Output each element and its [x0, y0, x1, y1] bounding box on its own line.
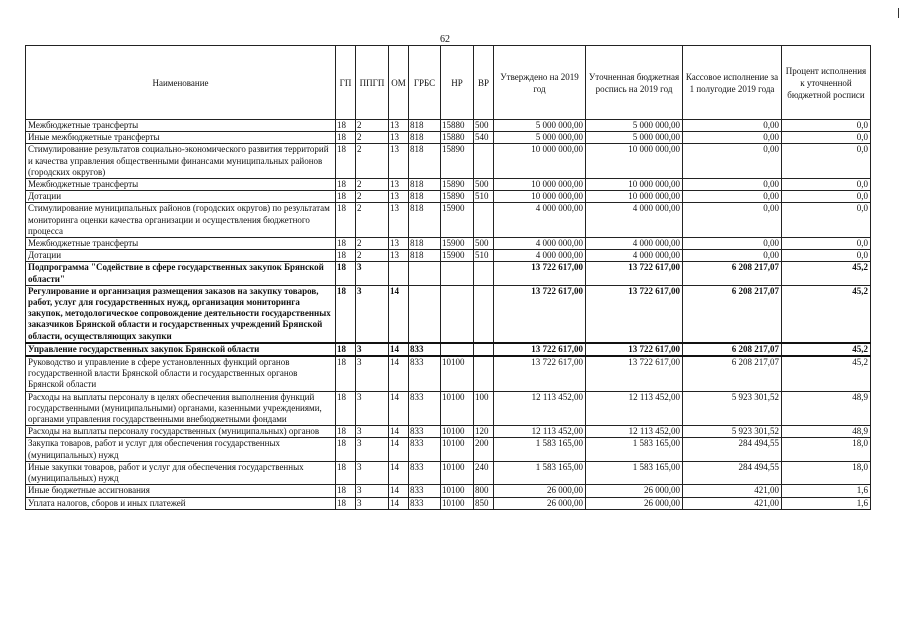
row-grbs: 818 — [409, 203, 441, 238]
table-row — [26, 132, 871, 144]
table-row — [26, 485, 871, 497]
header-percent: Процент исполнения к уточненной бюджетной росписи — [782, 46, 871, 120]
row-percent: 48,9 — [782, 391, 871, 426]
row-cash: 6 208 217,07 — [683, 285, 782, 343]
row-ppgp: 3 — [356, 497, 389, 509]
row-percent: 45,2 — [782, 262, 871, 285]
row-refined: 4 000 000,00 — [586, 203, 683, 238]
row-name: Стимулирование результатов социально-экономического развития территорий и качества управления общественными финансами муниципальных районов (городских округов) — [26, 144, 336, 179]
row-nr: 15890 — [441, 179, 474, 191]
row-name: Стимулирование муниципальных районов (городских округов) по результатам мониторинга оценки качества организации и осуществления бюджетного процесса — [26, 203, 336, 238]
row-nr: 10100 — [441, 497, 474, 509]
row-om: 14 — [389, 356, 409, 391]
row-vr — [474, 285, 494, 343]
table-row — [26, 144, 871, 179]
table-row — [26, 461, 871, 484]
row-percent: 18,0 — [782, 438, 871, 461]
row-vr: 240 — [474, 461, 494, 484]
row-gp: 18 — [336, 144, 356, 179]
row-gp: 18 — [336, 343, 356, 356]
row-percent: 0,0 — [782, 203, 871, 238]
row-nr: 15890 — [441, 191, 474, 203]
table-row — [26, 285, 871, 343]
row-approved: 4 000 000,00 — [494, 238, 586, 250]
row-nr — [441, 285, 474, 343]
row-ppgp: 3 — [356, 485, 389, 497]
row-nr: 10100 — [441, 438, 474, 461]
row-percent: 1,6 — [782, 497, 871, 509]
row-refined: 5 000 000,00 — [586, 120, 683, 132]
row-om: 13 — [389, 120, 409, 132]
row-approved: 10 000 000,00 — [494, 179, 586, 191]
header-vr: ВР — [474, 46, 494, 120]
row-gp: 18 — [336, 285, 356, 343]
row-cash: 5 923 301,52 — [683, 426, 782, 438]
table-row — [26, 191, 871, 203]
row-om: 13 — [389, 179, 409, 191]
row-refined: 12 113 452,00 — [586, 391, 683, 426]
row-nr: 10100 — [441, 426, 474, 438]
row-approved: 13 722 617,00 — [494, 343, 586, 356]
row-ppgp: 2 — [356, 132, 389, 144]
row-refined: 26 000,00 — [586, 485, 683, 497]
row-cash: 0,00 — [683, 132, 782, 144]
row-approved: 13 722 617,00 — [494, 356, 586, 391]
row-vr: 100 — [474, 391, 494, 426]
row-percent: 0,0 — [782, 238, 871, 250]
row-ppgp: 2 — [356, 179, 389, 191]
table-row — [26, 250, 871, 262]
row-gp: 18 — [336, 191, 356, 203]
row-ppgp: 3 — [356, 426, 389, 438]
row-approved: 26 000,00 — [494, 485, 586, 497]
row-ppgp: 2 — [356, 191, 389, 203]
row-gp: 18 — [336, 250, 356, 262]
row-nr: 10100 — [441, 461, 474, 484]
row-percent: 18,0 — [782, 461, 871, 484]
table-row — [26, 426, 871, 438]
row-nr: 10100 — [441, 356, 474, 391]
row-grbs: 818 — [409, 120, 441, 132]
row-om: 14 — [389, 426, 409, 438]
row-gp: 18 — [336, 497, 356, 509]
header-refined: Уточненная бюджетная роспись на 2019 год — [586, 46, 683, 120]
row-grbs: 833 — [409, 356, 441, 391]
row-name: Межбюджетные трансферты — [26, 179, 336, 191]
row-om: 14 — [389, 391, 409, 426]
row-grbs: 818 — [409, 238, 441, 250]
row-percent: 0,0 — [782, 179, 871, 191]
row-refined: 5 000 000,00 — [586, 132, 683, 144]
row-cash: 421,00 — [683, 485, 782, 497]
row-vr: 120 — [474, 426, 494, 438]
row-approved: 12 113 452,00 — [494, 391, 586, 426]
row-vr: 510 — [474, 191, 494, 203]
table-row — [26, 262, 871, 285]
header-gp: ГП — [336, 46, 356, 120]
row-percent: 1,6 — [782, 485, 871, 497]
table-row — [26, 343, 871, 356]
row-ppgp: 3 — [356, 262, 389, 285]
row-name: Иные бюджетные ассигнования — [26, 485, 336, 497]
row-cash: 421,00 — [683, 497, 782, 509]
row-om: 13 — [389, 250, 409, 262]
row-om: 14 — [389, 285, 409, 343]
row-approved: 13 722 617,00 — [494, 262, 586, 285]
row-name: Иные межбюджетные трансферты — [26, 132, 336, 144]
row-percent: 48,9 — [782, 426, 871, 438]
row-ppgp: 2 — [356, 120, 389, 132]
row-grbs: 818 — [409, 179, 441, 191]
row-refined: 13 722 617,00 — [586, 262, 683, 285]
row-name: Дотации — [26, 191, 336, 203]
row-refined: 10 000 000,00 — [586, 144, 683, 179]
row-refined: 10 000 000,00 — [586, 191, 683, 203]
row-name: Иные закупки товаров, работ и услуг для обеспечения государственных (муниципальных) нужд — [26, 461, 336, 484]
row-grbs — [409, 285, 441, 343]
row-refined: 13 722 617,00 — [586, 356, 683, 391]
row-om: 13 — [389, 144, 409, 179]
row-ppgp: 3 — [356, 438, 389, 461]
header-cash: Кассовое исполнение за 1 полугодие 2019 года — [683, 46, 782, 120]
row-cash: 0,00 — [683, 203, 782, 238]
row-approved: 1 583 165,00 — [494, 438, 586, 461]
row-name: Расходы на выплаты персоналу в целях обеспечения выполнения функций государственными (муниципальными) органами, казенными учреждениями, органами управления государственными внебюджетными фондами — [26, 391, 336, 426]
row-name: Уплата налогов, сборов и иных платежей — [26, 497, 336, 509]
row-refined: 13 722 617,00 — [586, 343, 683, 356]
table-row — [26, 356, 871, 391]
row-percent: 0,0 — [782, 191, 871, 203]
row-ppgp: 2 — [356, 238, 389, 250]
row-om: 14 — [389, 485, 409, 497]
row-om: 14 — [389, 343, 409, 356]
row-refined: 1 583 165,00 — [586, 461, 683, 484]
row-gp: 18 — [336, 120, 356, 132]
row-cash: 284 494,55 — [683, 461, 782, 484]
row-cash: 0,00 — [683, 191, 782, 203]
row-ppgp: 3 — [356, 285, 389, 343]
table-row — [26, 391, 871, 426]
row-refined: 1 583 165,00 — [586, 438, 683, 461]
row-approved: 4 000 000,00 — [494, 250, 586, 262]
row-ppgp: 3 — [356, 343, 389, 356]
row-om: 13 — [389, 238, 409, 250]
row-gp: 18 — [336, 238, 356, 250]
row-vr: 200 — [474, 438, 494, 461]
row-name: Дотации — [26, 250, 336, 262]
row-refined: 10 000 000,00 — [586, 179, 683, 191]
row-vr — [474, 144, 494, 179]
budget-table — [25, 45, 871, 510]
row-percent: 0,0 — [782, 120, 871, 132]
row-nr: 15900 — [441, 250, 474, 262]
row-cash: 0,00 — [683, 179, 782, 191]
row-gp: 18 — [336, 356, 356, 391]
row-name: Расходы на выплаты персоналу государственных (муниципальных) органов — [26, 426, 336, 438]
row-grbs: 833 — [409, 391, 441, 426]
row-gp: 18 — [336, 179, 356, 191]
row-grbs — [409, 262, 441, 285]
row-cash: 0,00 — [683, 144, 782, 179]
row-cash: 6 208 217,07 — [683, 262, 782, 285]
row-gp: 18 — [336, 426, 356, 438]
table-row — [26, 497, 871, 509]
row-grbs: 833 — [409, 497, 441, 509]
row-vr: 500 — [474, 120, 494, 132]
row-gp: 18 — [336, 461, 356, 484]
row-vr: 510 — [474, 250, 494, 262]
row-grbs: 818 — [409, 250, 441, 262]
row-gp: 18 — [336, 262, 356, 285]
table-row — [26, 179, 871, 191]
row-cash: 5 923 301,52 — [683, 391, 782, 426]
row-cash: 0,00 — [683, 238, 782, 250]
row-refined: 12 113 452,00 — [586, 426, 683, 438]
row-nr: 10100 — [441, 391, 474, 426]
row-gp: 18 — [336, 438, 356, 461]
row-om — [389, 262, 409, 285]
row-approved: 10 000 000,00 — [494, 144, 586, 179]
row-nr: 15890 — [441, 144, 474, 179]
row-nr: 15880 — [441, 120, 474, 132]
row-grbs: 833 — [409, 343, 441, 356]
row-ppgp: 3 — [356, 356, 389, 391]
row-nr: 15880 — [441, 132, 474, 144]
row-grbs: 833 — [409, 426, 441, 438]
row-name: Закупка товаров, работ и услуг для обеспечения государственных (муниципальных) нужд — [26, 438, 336, 461]
row-percent: 0,0 — [782, 132, 871, 144]
row-percent: 45,2 — [782, 343, 871, 356]
row-vr — [474, 343, 494, 356]
page-number: 62 — [440, 34, 450, 45]
row-grbs: 818 — [409, 191, 441, 203]
row-om: 14 — [389, 438, 409, 461]
row-nr — [441, 262, 474, 285]
row-vr: 800 — [474, 485, 494, 497]
row-ppgp: 2 — [356, 144, 389, 179]
row-approved: 5 000 000,00 — [494, 120, 586, 132]
row-name: Межбюджетные трансферты — [26, 120, 336, 132]
row-approved: 5 000 000,00 — [494, 132, 586, 144]
row-name: Управление государственных закупок Брянской области — [26, 343, 336, 356]
row-name: Межбюджетные трансферты — [26, 238, 336, 250]
row-vr — [474, 262, 494, 285]
row-nr: 10100 — [441, 485, 474, 497]
row-grbs: 818 — [409, 144, 441, 179]
row-gp: 18 — [336, 391, 356, 426]
row-grbs: 833 — [409, 461, 441, 484]
row-om: 14 — [389, 461, 409, 484]
row-name: Подпрограмма "Содействие в сфере государственных закупок Брянской области" — [26, 262, 336, 285]
table-row — [26, 438, 871, 461]
row-cash: 6 208 217,07 — [683, 343, 782, 356]
row-ppgp: 3 — [356, 461, 389, 484]
row-percent: 45,2 — [782, 356, 871, 391]
row-approved: 1 583 165,00 — [494, 461, 586, 484]
row-percent: 0,0 — [782, 144, 871, 179]
row-vr: 540 — [474, 132, 494, 144]
row-approved: 13 722 617,00 — [494, 285, 586, 343]
row-om: 13 — [389, 191, 409, 203]
header-grbs: ГРБС — [409, 46, 441, 120]
row-ppgp: 3 — [356, 391, 389, 426]
row-refined: 13 722 617,00 — [586, 285, 683, 343]
row-gp: 18 — [336, 132, 356, 144]
row-ppgp: 2 — [356, 203, 389, 238]
header-row — [26, 46, 871, 120]
row-cash: 0,00 — [683, 120, 782, 132]
header-approved: Утверждено на 2019 год — [494, 46, 586, 120]
row-vr — [474, 356, 494, 391]
row-refined: 4 000 000,00 — [586, 238, 683, 250]
row-om: 14 — [389, 497, 409, 509]
table-row — [26, 203, 871, 238]
row-ppgp: 2 — [356, 250, 389, 262]
row-percent: 0,0 — [782, 250, 871, 262]
row-nr: 15900 — [441, 238, 474, 250]
table-row — [26, 238, 871, 250]
row-om: 13 — [389, 203, 409, 238]
row-vr: 500 — [474, 179, 494, 191]
row-cash: 284 494,55 — [683, 438, 782, 461]
row-percent: 45,2 — [782, 285, 871, 343]
row-grbs: 833 — [409, 438, 441, 461]
row-gp: 18 — [336, 203, 356, 238]
row-grbs: 818 — [409, 132, 441, 144]
header-ppgp: ППГП — [356, 46, 389, 120]
row-nr — [441, 343, 474, 356]
row-om: 13 — [389, 132, 409, 144]
row-refined: 4 000 000,00 — [586, 250, 683, 262]
row-nr: 15900 — [441, 203, 474, 238]
row-grbs: 833 — [409, 485, 441, 497]
row-vr: 850 — [474, 497, 494, 509]
header-nr: НР — [441, 46, 474, 120]
row-name: Руководство и управление в сфере установленных функций органов государственной власти Брянской области и государственных органов Брянской области — [26, 356, 336, 391]
edge-mark — [898, 8, 899, 18]
header-om: ОМ — [389, 46, 409, 120]
row-vr — [474, 203, 494, 238]
row-approved: 10 000 000,00 — [494, 191, 586, 203]
row-approved: 26 000,00 — [494, 497, 586, 509]
row-cash: 6 208 217,07 — [683, 356, 782, 391]
row-cash: 0,00 — [683, 250, 782, 262]
row-approved: 12 113 452,00 — [494, 426, 586, 438]
table-row — [26, 120, 871, 132]
row-vr: 500 — [474, 238, 494, 250]
row-name: Регулирование и организация размещения заказов на закупку товаров, работ, услуг для государственных нужд, организация мониторинга закупок, методологическое сопровождение деятельности государственных заказчиков Брянской области и государственных учреждений Брянской области, осуществляющих закупки — [26, 285, 336, 343]
row-approved: 4 000 000,00 — [494, 203, 586, 238]
header-name: Наименование — [26, 46, 336, 120]
row-gp: 18 — [336, 485, 356, 497]
row-refined: 26 000,00 — [586, 497, 683, 509]
